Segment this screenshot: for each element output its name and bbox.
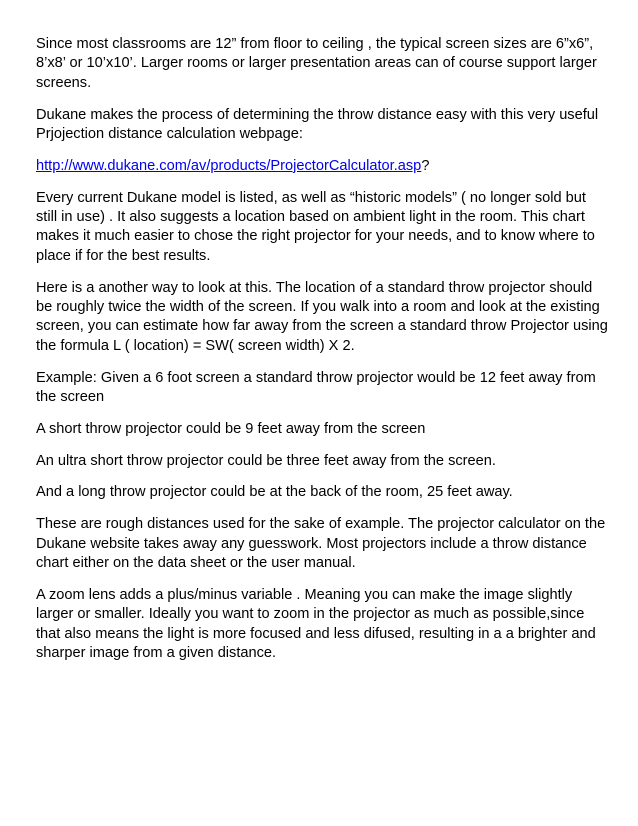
paragraph-standard-example: Example: Given a 6 foot screen a standard throw projector would be 12 feet away from the screen	[36, 369, 596, 406]
paragraph-long-throw: And a long throw projector could be at the back of the room, 25 feet away.	[36, 484, 513, 501]
link-trailing-text: ?	[421, 157, 430, 174]
paragraph-zoom-lens: A zoom lens adds a plus/minus variable . Meaning you can make the image slightly larger or smaller. Ideally you want to zoom in the projector as much as possible,since that also means the light is more focused and less difused, resulting in a a brighter and sharper image from a given distance.	[36, 586, 596, 662]
paragraph-rough-distances: These are rough distances used for the sake of example. The projector calculator on the Dukane website takes away any guesswork. Most projectors include a throw distance chart either on the data sheet or the user manual.	[36, 516, 606, 572]
paragraph-short-throw: A short throw projector could be 9 feet away from the screen	[36, 420, 426, 437]
projector-calculator-link[interactable]: http://www.dukane.com/av/products/ProjectorCalculator.asp	[36, 157, 422, 174]
document-page	[36, 35, 608, 676]
paragraph-calculator-link	[36, 157, 608, 176]
paragraph-screen-sizes: Since most classrooms are 12” from floor to ceiling , the typical screen sizes are 6”x6”, 8’x8’ or 10’x10’. Larger rooms or larger presentation areas can of course support larger screens.	[36, 36, 597, 91]
paragraph-dukane-intro: Dukane makes the process of determining the throw distance easy with this very useful Prjojection distance calculation webpage:	[36, 106, 599, 143]
paragraph-ultra-short-throw: An ultra short throw projector could be three feet away from the screen.	[36, 452, 496, 469]
paragraph-dukane-models: Every current Dukane model is listed, as well as “historic models” ( no longer sold but still in use) . It also suggests a location based on ambient light in the room. This chart makes it much easier to chose the right projector for your needs, and to know where to place if for the best results.	[36, 189, 595, 264]
paragraph-throw-formula: Here is a another way to look at this. The location of a standard throw projector should be roughly twice the width of the screen. If you walk into a room and look at the existing screen, you can estimate how far away from the screen a standard throw Projector using the formula L ( location) = SW( screen width) X 2.	[36, 279, 608, 354]
